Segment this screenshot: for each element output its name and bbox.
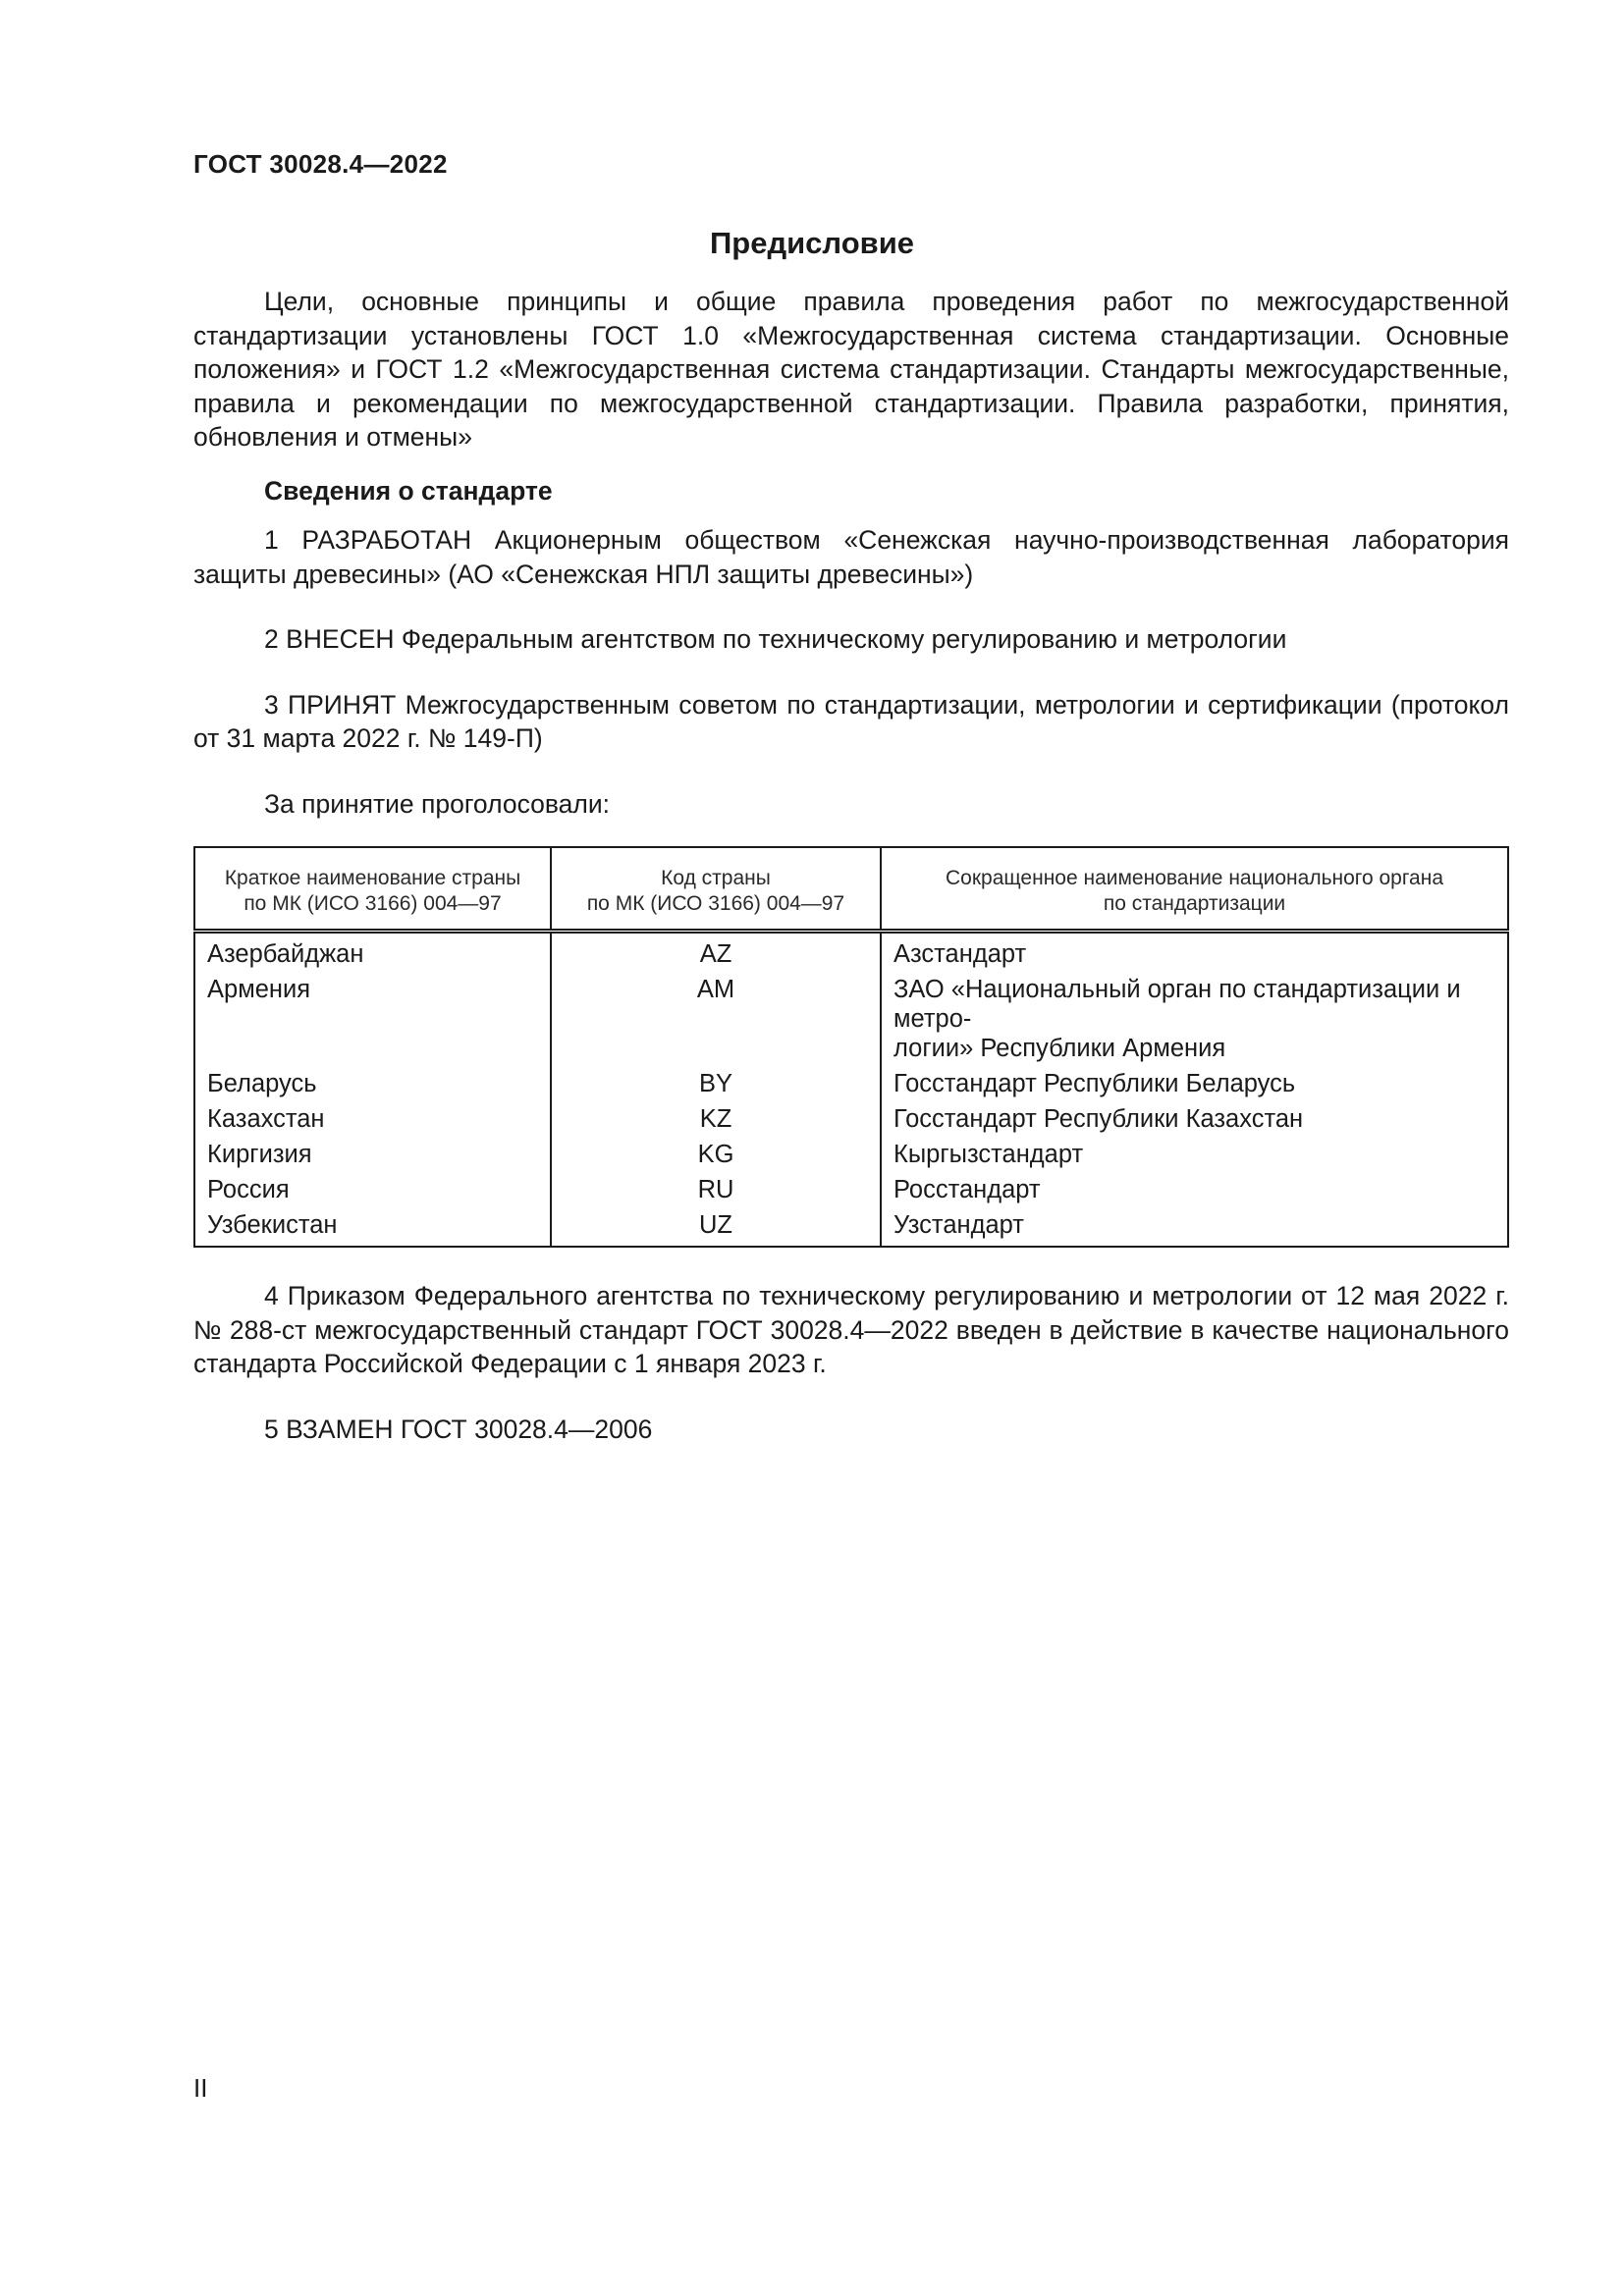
header-country: Краткое наименование страны по МК (ИСО 3166) 004—97	[194, 847, 551, 932]
cell-country: Киргизия	[207, 1141, 312, 1168]
cell-code: RU	[551, 1173, 881, 1208]
cell-code: UZ	[551, 1208, 881, 1247]
cell-country: Россия	[207, 1176, 290, 1203]
item-1: 1 РАЗРАБОТАН Акционерным обществом «Сенежская научно-производственная лаборатория защиты древесины» (АО «Сенежская НПЛ защиты древесины»)	[193, 525, 1509, 589]
table-row	[194, 1208, 1508, 1247]
header-body: Сокращенное наименование национального органа по стандартизации	[881, 847, 1508, 932]
cell-country: Армения	[207, 976, 311, 1003]
cell-country: Беларусь	[207, 1070, 317, 1097]
item-4: 4 Приказом Федерального агентства по техническому регулированию и метрологии от 12 мая 2022 г. № 288-ст межгосударственный стандарт ГОСТ 30028.4—2022 введен в действие в качестве национального стандарта Российской Федерации с 1 января 2023 г.	[193, 1281, 1509, 1378]
cell-code: AM	[551, 973, 881, 1067]
voting-table	[193, 846, 1509, 1248]
cell-country: Казахстан	[207, 1105, 325, 1133]
cell-code: KG	[551, 1138, 881, 1173]
cell-body: Узстандарт	[881, 1208, 1508, 1247]
cell-code: AZ	[551, 932, 881, 974]
intro-paragraph: Цели, основные принципы и общие правила проведения работ по межгосударственной стандартизации установлены ГОСТ 1.0 «Межгосударственная система стандартизации. Основные положения» и ГОСТ 1.2 «Межгосударственная система стандартизации. Стандарты межгосударственные, правила и рекомендации по межгосударственной стандартизации. Правила разработки, принятия, обновления и отмены»	[193, 287, 1509, 452]
item-2: 2 ВНЕСЕН Федеральным агентством по техническому регулированию и метрологии	[264, 624, 1287, 654]
cell-body: Азстандарт	[881, 932, 1508, 974]
page-number: II	[193, 2073, 208, 2103]
header-code: Код страны по МК (ИСО 3166) 004—97	[551, 847, 881, 932]
table-row	[194, 1102, 1508, 1138]
page-title: Предисловие	[709, 226, 914, 260]
table-row	[194, 973, 1508, 1067]
cell-code: KZ	[551, 1102, 881, 1138]
item-3: 3 ПРИНЯТ Межгосударственным советом по стандартизации, метрологии и сертификации (протокол от 31 марта 2022 г. № 149-П)	[193, 689, 1509, 753]
vote-intro: За принятие проголосовали:	[264, 788, 611, 819]
table-row	[194, 932, 1508, 974]
table-row	[194, 1138, 1508, 1173]
cell-country: Азербайджан	[207, 940, 364, 968]
cell-country: Узбекистан	[207, 1211, 338, 1239]
cell-body: ЗАО «Национальный орган по стандартизации и метро- логии» Республики Армения	[881, 973, 1508, 1067]
table-row	[194, 1067, 1508, 1102]
table-header-row	[194, 847, 1508, 932]
cell-code: BY	[551, 1067, 881, 1102]
table-row	[194, 1173, 1508, 1208]
section-heading: Сведения о стандарте	[264, 475, 553, 506]
cell-body: Росстандарт	[881, 1173, 1508, 1208]
cell-body: Госстандарт Республики Казахстан	[881, 1102, 1508, 1138]
document-code: ГОСТ 30028.4—2022	[193, 149, 448, 179]
item-5: 5 ВЗАМЕН ГОСТ 30028.4—2006	[264, 1414, 653, 1444]
cell-body: Госстандарт Республики Беларусь	[881, 1067, 1508, 1102]
cell-body: Кыргызстандарт	[881, 1138, 1508, 1173]
content	[193, 285, 1509, 1446]
